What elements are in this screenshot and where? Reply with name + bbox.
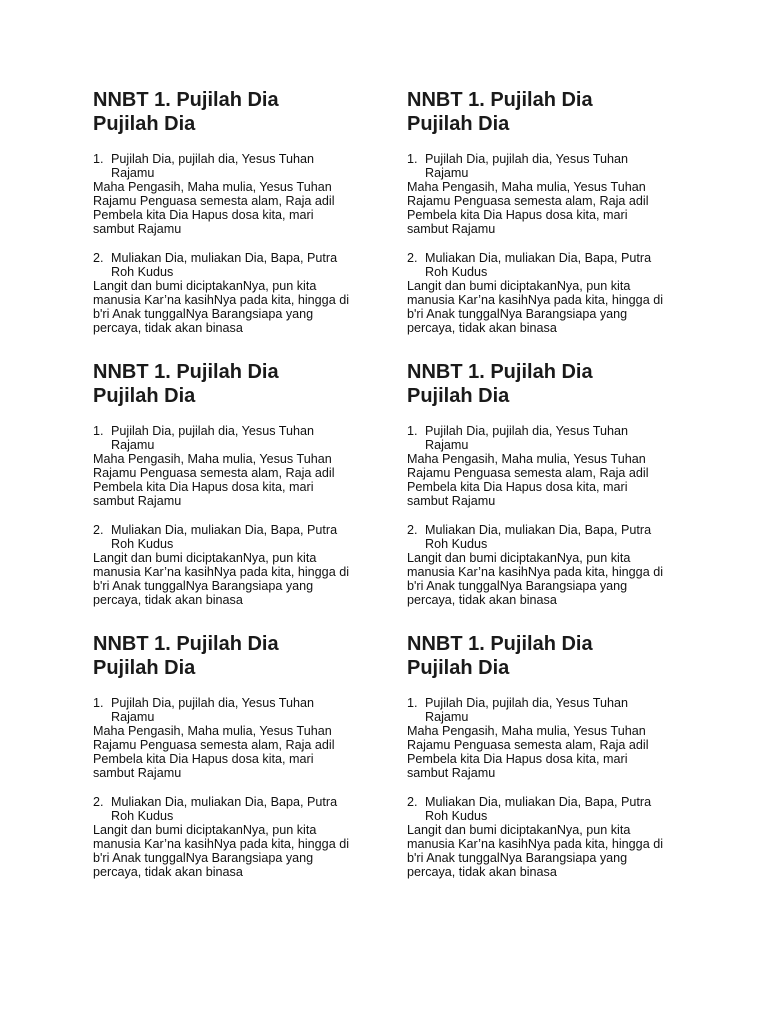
verse-body-line: percaya, tidak akan binasa (407, 865, 557, 879)
verse-body-line: b'ri Anak tunggalNya Barangsiapa yang (407, 307, 628, 321)
verse-item-line: Roh Kudus (111, 537, 174, 551)
verse-item-line: Muliakan Dia, muliakan Dia, Bapa, Putra (111, 795, 338, 809)
verse-body-line: Maha Pengasih, Maha mulia, Yesus Tuhan (93, 180, 332, 194)
verse-item-line: Rajamu (111, 710, 155, 724)
verse-item-line: Rajamu (425, 710, 469, 724)
song-card (407, 360, 693, 632)
verse-body-line: percaya, tidak akan binasa (93, 321, 243, 335)
verse-body-line: Maha Pengasih, Maha mulia, Yesus Tuhan (407, 180, 646, 194)
song-title (93, 88, 363, 136)
verse-body-line: sambut Rajamu (407, 766, 496, 780)
verse-body-line: Rajamu Penguasa semesta alam, Raja adil (93, 738, 335, 752)
verse-body-line: manusia Kar’na kasihNya pada kita, hingga di (93, 293, 349, 307)
verse-item-line: Roh Kudus (425, 265, 488, 279)
verse-list-item (407, 251, 677, 279)
song-title (93, 360, 363, 408)
verse-2 (93, 523, 363, 607)
verse-body-line: Rajamu Penguasa semesta alam, Raja adil (407, 738, 649, 752)
verse-item-line: Roh Kudus (425, 809, 488, 823)
song-title-line: NNBT 1. Pujilah Dia (407, 633, 593, 655)
verse-body-line: percaya, tidak akan binasa (407, 321, 557, 335)
verse-item-line: Pujilah Dia, pujilah dia, Yesus Tuhan (425, 696, 629, 710)
verse-body-line: sambut Rajamu (407, 222, 496, 236)
verse-body-line: Rajamu Penguasa semesta alam, Raja adil (93, 466, 335, 480)
verse-body-line: percaya, tidak akan binasa (93, 865, 243, 879)
verse-body-line: Rajamu Penguasa semesta alam, Raja adil (407, 194, 649, 208)
verse-list-item (93, 795, 363, 823)
song-card (93, 632, 407, 904)
song-title-line: NNBT 1. Pujilah Dia (93, 89, 279, 111)
verse-number: 2. (407, 523, 418, 537)
verse-item-line: Muliakan Dia, muliakan Dia, Bapa, Putra (425, 251, 652, 265)
verse-1 (93, 696, 363, 780)
verse-body-line: Maha Pengasih, Maha mulia, Yesus Tuhan (93, 452, 332, 466)
song-title (407, 632, 677, 680)
song-title-line: NNBT 1. Pujilah Dia (407, 361, 593, 383)
verse-item-text (111, 523, 363, 551)
verse-item-text (111, 795, 363, 823)
song-title (93, 632, 363, 680)
verse-list-item (407, 424, 677, 452)
verse-number: 2. (407, 251, 418, 265)
verse-list-item (93, 251, 363, 279)
song-title (407, 88, 677, 136)
song-title-line: NNBT 1. Pujilah Dia (93, 633, 279, 655)
song-subtitle-line: Pujilah Dia (93, 113, 196, 135)
verse-list-item (93, 696, 363, 724)
song-title-line: NNBT 1. Pujilah Dia (93, 361, 279, 383)
song-card (407, 88, 693, 360)
verse-body-line: Langit dan bumi diciptakanNya, pun kita (407, 551, 631, 565)
verse-body-line: Pembela kita Dia Hapus dosa kita, mari (93, 752, 314, 766)
verse-body-line: Pembela kita Dia Hapus dosa kita, mari (93, 480, 314, 494)
verse-body-line: Langit dan bumi diciptakanNya, pun kita (93, 279, 317, 293)
verse-body-line: percaya, tidak akan binasa (407, 593, 557, 607)
verse-body-line: manusia Kar’na kasihNya pada kita, hingga di (93, 565, 349, 579)
verse-body-line: b'ri Anak tunggalNya Barangsiapa yang (407, 851, 628, 865)
verse-body-line: Rajamu Penguasa semesta alam, Raja adil (407, 466, 649, 480)
verse-body-line: manusia Kar’na kasihNya pada kita, hingga di (407, 565, 663, 579)
verse-number: 2. (93, 251, 104, 265)
verse-list-item (407, 696, 677, 724)
verse-body-line: sambut Rajamu (93, 766, 182, 780)
verse-item-text (111, 251, 363, 279)
verse-item-text (425, 523, 677, 551)
verse-item-line: Roh Kudus (111, 809, 174, 823)
verse-item-line: Pujilah Dia, pujilah dia, Yesus Tuhan (425, 152, 629, 166)
verse-body-line: Maha Pengasih, Maha mulia, Yesus Tuhan (93, 724, 332, 738)
song-subtitle-line: Pujilah Dia (93, 657, 196, 679)
song-card (93, 360, 407, 632)
verse-body-line: Maha Pengasih, Maha mulia, Yesus Tuhan (407, 452, 646, 466)
song-subtitle-line: Pujilah Dia (407, 385, 510, 407)
verse-body-line: Pembela kita Dia Hapus dosa kita, mari (407, 208, 628, 222)
verse-body-line: Pembela kita Dia Hapus dosa kita, mari (407, 480, 628, 494)
verse-item-text (425, 424, 677, 452)
verse-item-text (425, 795, 677, 823)
song-sheet-grid (93, 88, 693, 904)
verse-item-text (111, 152, 363, 180)
verse-item-text (425, 152, 677, 180)
verse-list-item (93, 523, 363, 551)
verse-item-line: Pujilah Dia, pujilah dia, Yesus Tuhan (111, 152, 315, 166)
verse-item-text (111, 696, 363, 724)
verse-number: 1. (93, 696, 104, 710)
verse-body-line: manusia Kar’na kasihNya pada kita, hingga di (93, 837, 349, 851)
verse-number: 2. (93, 523, 104, 537)
verse-2 (407, 523, 677, 607)
verse-item-line: Muliakan Dia, muliakan Dia, Bapa, Putra (111, 251, 338, 265)
verse-body-line: Rajamu Penguasa semesta alam, Raja adil (93, 194, 335, 208)
verse-item-line: Rajamu (425, 438, 469, 452)
verse-body-line: Langit dan bumi diciptakanNya, pun kita (93, 823, 317, 837)
verse-item-text (425, 696, 677, 724)
verse-item-line: Roh Kudus (111, 265, 174, 279)
song-title-line: NNBT 1. Pujilah Dia (407, 89, 593, 111)
verse-2 (93, 795, 363, 879)
verse-body-line: percaya, tidak akan binasa (93, 593, 243, 607)
verse-body-line: Langit dan bumi diciptakanNya, pun kita (93, 551, 317, 565)
verse-body-line: manusia Kar’na kasihNya pada kita, hingga di (407, 293, 663, 307)
verse-item-line: Muliakan Dia, muliakan Dia, Bapa, Putra (425, 523, 652, 537)
verse-item-line: Rajamu (425, 166, 469, 180)
song-subtitle-line: Pujilah Dia (93, 385, 196, 407)
verse-number: 1. (93, 424, 104, 438)
verse-2 (407, 795, 677, 879)
song-card (93, 88, 407, 360)
verse-1 (407, 152, 677, 236)
verse-item-text (111, 424, 363, 452)
verse-list-item (93, 152, 363, 180)
verse-1 (407, 696, 677, 780)
verse-body-line: manusia Kar’na kasihNya pada kita, hingga di (407, 837, 663, 851)
song-subtitle-line: Pujilah Dia (407, 657, 510, 679)
verse-1 (93, 424, 363, 508)
verse-item-line: Roh Kudus (425, 537, 488, 551)
verse-item-line: Pujilah Dia, pujilah dia, Yesus Tuhan (425, 424, 629, 438)
verse-2 (93, 251, 363, 335)
song-card (407, 632, 693, 904)
verse-2 (407, 251, 677, 335)
verse-body-line: sambut Rajamu (93, 222, 182, 236)
verse-item-line: Pujilah Dia, pujilah dia, Yesus Tuhan (111, 424, 315, 438)
verse-body-line: Pembela kita Dia Hapus dosa kita, mari (407, 752, 628, 766)
verse-number: 1. (407, 152, 418, 166)
verse-list-item (407, 523, 677, 551)
verse-number: 1. (407, 696, 418, 710)
verse-number: 1. (407, 424, 418, 438)
verse-number: 1. (93, 152, 104, 166)
verse-body-line: Langit dan bumi diciptakanNya, pun kita (407, 823, 631, 837)
verse-item-text (425, 251, 677, 279)
verse-list-item (407, 795, 677, 823)
verse-body-line: sambut Rajamu (407, 494, 496, 508)
verse-body-line: Langit dan bumi diciptakanNya, pun kita (407, 279, 631, 293)
verse-item-line: Pujilah Dia, pujilah dia, Yesus Tuhan (111, 696, 315, 710)
verse-number: 2. (407, 795, 418, 809)
verse-item-line: Muliakan Dia, muliakan Dia, Bapa, Putra (425, 795, 652, 809)
verse-item-line: Muliakan Dia, muliakan Dia, Bapa, Putra (111, 523, 338, 537)
verse-body-line: b'ri Anak tunggalNya Barangsiapa yang (93, 307, 314, 321)
verse-item-line: Rajamu (111, 438, 155, 452)
verse-body-line: Pembela kita Dia Hapus dosa kita, mari (93, 208, 314, 222)
verse-body-line: b'ri Anak tunggalNya Barangsiapa yang (93, 851, 314, 865)
verse-body-line: sambut Rajamu (93, 494, 182, 508)
song-subtitle-line: Pujilah Dia (407, 113, 510, 135)
verse-list-item (93, 424, 363, 452)
song-title (407, 360, 677, 408)
verse-item-line: Rajamu (111, 166, 155, 180)
verse-body-line: b'ri Anak tunggalNya Barangsiapa yang (93, 579, 314, 593)
verse-body-line: Maha Pengasih, Maha mulia, Yesus Tuhan (407, 724, 646, 738)
verse-1 (93, 152, 363, 236)
verse-list-item (407, 152, 677, 180)
verse-body-line: b'ri Anak tunggalNya Barangsiapa yang (407, 579, 628, 593)
verse-1 (407, 424, 677, 508)
verse-number: 2. (93, 795, 104, 809)
